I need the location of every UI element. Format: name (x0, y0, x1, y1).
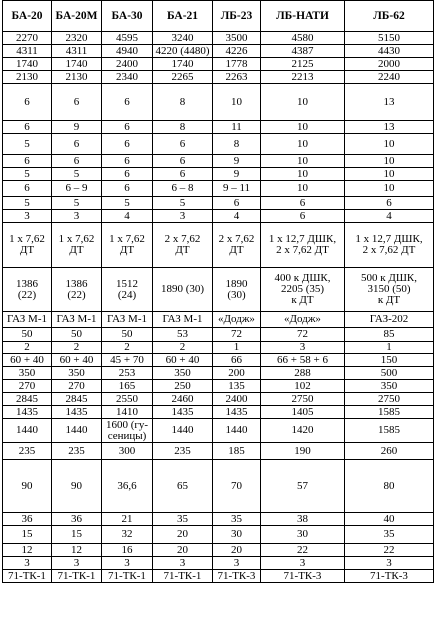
table-cell: 1440 (213, 419, 261, 443)
table-cell: 85 (345, 328, 434, 342)
table-cell: 1890 (30) (213, 268, 261, 312)
table-cell: 2400 (213, 393, 261, 406)
table-row (3, 367, 434, 380)
table-cell: 253 (102, 367, 153, 380)
header-row (3, 1, 434, 32)
table-row (3, 121, 434, 134)
table-cell: 9 – 11 (213, 181, 261, 197)
table-cell: 10 (261, 168, 345, 181)
table-cell: 1386 (22) (3, 268, 52, 312)
table-cell: 71-ТК-3 (213, 570, 261, 583)
table-cell: 32 (102, 526, 153, 544)
table-cell: 13 (345, 84, 434, 121)
table-cell: 71-ТК-3 (261, 570, 345, 583)
table-cell: ГАЗ М-1 (52, 312, 102, 328)
table-cell: 71-ТК-1 (153, 570, 213, 583)
table-cell: 6 (52, 84, 102, 121)
table-cell: 3240 (153, 32, 213, 45)
table-cell: 2270 (3, 32, 52, 45)
table-row (3, 557, 434, 570)
table-cell: 2213 (261, 71, 345, 84)
table-cell: 1585 (345, 406, 434, 419)
table-cell: 10 (345, 181, 434, 197)
table-cell: 16 (102, 544, 153, 557)
table-cell: 70 (213, 460, 261, 513)
table-cell: 10 (345, 168, 434, 181)
table-cell: 1 (345, 342, 434, 354)
table-cell: 2845 (52, 393, 102, 406)
table-cell: 1440 (153, 419, 213, 443)
table-row (3, 526, 434, 544)
table-cell: 1435 (3, 406, 52, 419)
table-cell: 90 (3, 460, 52, 513)
table-cell: 3 (345, 557, 434, 570)
table-cell: 5 (102, 197, 153, 210)
table-cell: 1405 (261, 406, 345, 419)
table-row (3, 71, 434, 84)
table-cell: 2240 (345, 71, 434, 84)
table-row (3, 58, 434, 71)
table-cell: 235 (52, 443, 102, 460)
table-cell: 250 (153, 380, 213, 393)
table-cell: 3 (3, 210, 52, 223)
table-cell: 235 (153, 443, 213, 460)
table-cell: 260 (345, 443, 434, 460)
column-header: БА-30 (102, 1, 153, 32)
table-cell: 4311 (52, 45, 102, 58)
table-cell: 6 (261, 197, 345, 210)
table-cell: 185 (213, 443, 261, 460)
table-cell: 1890 (30) (153, 268, 213, 312)
table-body (3, 32, 434, 583)
table-cell: 65 (153, 460, 213, 513)
table-cell: 3 (102, 557, 153, 570)
table-cell: 2 (3, 342, 52, 354)
table-cell: 4387 (261, 45, 345, 58)
table-cell: 2 (153, 342, 213, 354)
table-cell: 5150 (345, 32, 434, 45)
table-cell: 2 x 7,62 ДТ (153, 223, 213, 268)
table-cell: 6 (102, 84, 153, 121)
table-cell: 4580 (261, 32, 345, 45)
table-cell: 9 (52, 121, 102, 134)
column-header: ЛБ-62 (345, 1, 434, 32)
table-cell: 10 (261, 134, 345, 155)
table-cell: 3 (153, 557, 213, 570)
table-cell: 270 (52, 380, 102, 393)
table-cell: 2845 (3, 393, 52, 406)
table-row (3, 570, 434, 583)
table-cell: «Додж» (213, 312, 261, 328)
table-cell: 1 x 7,62 ДТ (52, 223, 102, 268)
table-cell: 50 (3, 328, 52, 342)
table-cell: 4430 (345, 45, 434, 58)
table-cell: 10 (261, 121, 345, 134)
table-cell: 71-ТК-1 (102, 570, 153, 583)
table-cell: 4 (345, 210, 434, 223)
table-cell: 1410 (102, 406, 153, 419)
table-cell: 3 (52, 210, 102, 223)
table-cell: 10 (261, 84, 345, 121)
table-cell: 1 (213, 342, 261, 354)
table-cell: 2130 (52, 71, 102, 84)
table-row (3, 168, 434, 181)
table-cell: 22 (345, 544, 434, 557)
table-cell: 30 (261, 526, 345, 544)
table-row (3, 181, 434, 197)
table-cell: 20 (153, 526, 213, 544)
table-cell: 6 (261, 210, 345, 223)
table-cell: ГАЗ М-1 (102, 312, 153, 328)
table-cell: 165 (102, 380, 153, 393)
table-cell: 30 (213, 526, 261, 544)
table-cell: 60 + 40 (52, 354, 102, 367)
table-cell: 21 (102, 513, 153, 526)
table-cell: 10 (213, 84, 261, 121)
table-cell: 2750 (261, 393, 345, 406)
table-cell: 350 (345, 380, 434, 393)
table-cell: 3 (213, 557, 261, 570)
table-cell: 5 (3, 197, 52, 210)
table-cell: 2550 (102, 393, 153, 406)
table-cell: 72 (213, 328, 261, 342)
table-cell: 1 x 7,62 ДТ (3, 223, 52, 268)
table-cell: ГАЗ М-1 (153, 312, 213, 328)
table-cell: 6 (102, 155, 153, 168)
table-cell: 1440 (3, 419, 52, 443)
column-header: БА-20 (3, 1, 52, 32)
table-cell: 300 (102, 443, 153, 460)
table-cell: 35 (213, 513, 261, 526)
table-cell: 1740 (153, 58, 213, 71)
table-cell: 350 (153, 367, 213, 380)
table-cell: 2 (52, 342, 102, 354)
table-cell: 3 (153, 210, 213, 223)
table-cell: 8 (153, 84, 213, 121)
table-cell: 1386 (22) (52, 268, 102, 312)
table-row (3, 210, 434, 223)
table-row (3, 406, 434, 419)
table-cell: 4311 (3, 45, 52, 58)
table-cell: 5 (3, 134, 52, 155)
table-cell: 1 x 12,7 ДШК, 2 x 7,62 ДТ (345, 223, 434, 268)
table-cell: 190 (261, 443, 345, 460)
column-header: БА-21 (153, 1, 213, 32)
table-cell: 2000 (345, 58, 434, 71)
table-cell: 6 (52, 134, 102, 155)
table-cell: 38 (261, 513, 345, 526)
table-cell: 3 (3, 557, 52, 570)
table-cell: 20 (213, 544, 261, 557)
table-cell: 45 + 70 (102, 354, 153, 367)
table-row (3, 544, 434, 557)
table-cell: 4 (213, 210, 261, 223)
table-cell: 2460 (153, 393, 213, 406)
table-cell: 102 (261, 380, 345, 393)
table-cell: 71-ТК-1 (52, 570, 102, 583)
table-cell: 6 (102, 134, 153, 155)
table-cell: 4940 (102, 45, 153, 58)
table-cell: 36,6 (102, 460, 153, 513)
table-cell: 2750 (345, 393, 434, 406)
table-row (3, 312, 434, 328)
table-cell: 500 к ДШК, 3150 (50) к ДТ (345, 268, 434, 312)
column-header: ЛБ-23 (213, 1, 261, 32)
column-header: БА-20М (52, 1, 102, 32)
table-cell: 10 (261, 155, 345, 168)
table-cell: 1585 (345, 419, 434, 443)
table-cell: 5 (3, 168, 52, 181)
table-cell: 22 (261, 544, 345, 557)
table-cell: 15 (52, 526, 102, 544)
table-cell: 6 (3, 155, 52, 168)
table-row (3, 84, 434, 121)
table-cell: 35 (345, 526, 434, 544)
table-row (3, 197, 434, 210)
table-cell: 53 (153, 328, 213, 342)
table-row (3, 393, 434, 406)
table-cell: 8 (213, 134, 261, 155)
table-cell: 66 + 58 + 6 (261, 354, 345, 367)
table-cell: 12 (3, 544, 52, 557)
table-cell: 3 (52, 557, 102, 570)
table-cell: 6 (3, 84, 52, 121)
table-cell: 200 (213, 367, 261, 380)
table-cell: 80 (345, 460, 434, 513)
table-cell: 350 (52, 367, 102, 380)
table-cell: 5 (52, 168, 102, 181)
table-cell: 400 к ДШК, 2205 (35) к ДТ (261, 268, 345, 312)
table-cell: 6 (153, 155, 213, 168)
table-cell: 60 + 40 (3, 354, 52, 367)
table-cell: 72 (261, 328, 345, 342)
table-cell: 5 (52, 197, 102, 210)
table-cell: 1600 (гу- сеницы) (102, 419, 153, 443)
table-cell: 1 x 7,62 ДТ (102, 223, 153, 268)
table-cell: 135 (213, 380, 261, 393)
table-cell: 350 (3, 367, 52, 380)
table-cell: 6 (345, 197, 434, 210)
table-cell: 3500 (213, 32, 261, 45)
table-cell: 2 (102, 342, 153, 354)
table-cell: 4220 (4480) (153, 45, 213, 58)
table-row (3, 223, 434, 268)
table-row (3, 134, 434, 155)
table-row (3, 45, 434, 58)
table-cell: 20 (153, 544, 213, 557)
table-cell: 71-ТК-3 (345, 570, 434, 583)
table-cell: 66 (213, 354, 261, 367)
table-cell: 50 (52, 328, 102, 342)
table-cell: 150 (345, 354, 434, 367)
table-cell: 4 (102, 210, 153, 223)
table-row (3, 443, 434, 460)
table-cell: 4226 (213, 45, 261, 58)
table-cell: 60 + 40 (153, 354, 213, 367)
table-cell: 2263 (213, 71, 261, 84)
table-cell: 2125 (261, 58, 345, 71)
table-cell: 57 (261, 460, 345, 513)
table-cell: 2130 (3, 71, 52, 84)
table-cell: 12 (52, 544, 102, 557)
table-cell: 11 (213, 121, 261, 134)
table-cell: 6 (102, 181, 153, 197)
table-cell: 2265 (153, 71, 213, 84)
table-cell: 6 (3, 181, 52, 197)
table-cell: 36 (52, 513, 102, 526)
table-cell: 9 (213, 168, 261, 181)
table-cell: 270 (3, 380, 52, 393)
table-cell: 3 (261, 557, 345, 570)
table-row (3, 380, 434, 393)
table-cell: 10 (261, 181, 345, 197)
table-cell: 6 (3, 121, 52, 134)
table-cell: 288 (261, 367, 345, 380)
table-cell: 1740 (52, 58, 102, 71)
table-cell: 35 (153, 513, 213, 526)
table-cell: 13 (345, 121, 434, 134)
table-cell: 6 – 8 (153, 181, 213, 197)
table-cell: 2340 (102, 71, 153, 84)
table-cell: 8 (153, 121, 213, 134)
table-row (3, 419, 434, 443)
table-cell: 36 (3, 513, 52, 526)
table-cell: 6 (102, 168, 153, 181)
table-cell: 2 x 7,62 ДТ (213, 223, 261, 268)
table-cell: 2400 (102, 58, 153, 71)
table-cell: 1512 (24) (102, 268, 153, 312)
table-cell: 1420 (261, 419, 345, 443)
table-cell: 1435 (153, 406, 213, 419)
table-row (3, 354, 434, 367)
table-cell: ГАЗ-202 (345, 312, 434, 328)
table-cell: 2320 (52, 32, 102, 45)
specs-table (2, 0, 434, 583)
table-cell: 5 (153, 197, 213, 210)
table-cell: 10 (345, 134, 434, 155)
column-header: ЛБ-НАТИ (261, 1, 345, 32)
table-cell: 6 (52, 155, 102, 168)
table-cell: 500 (345, 367, 434, 380)
table-row (3, 460, 434, 513)
table-cell: 1440 (52, 419, 102, 443)
table-cell: 1435 (213, 406, 261, 419)
table-cell: 9 (213, 155, 261, 168)
table-cell: 1740 (3, 58, 52, 71)
table-cell: 71-ТК-1 (3, 570, 52, 583)
table-row (3, 513, 434, 526)
table-cell: 4595 (102, 32, 153, 45)
table-cell: 90 (52, 460, 102, 513)
table-cell: ГАЗ М-1 (3, 312, 52, 328)
table-row (3, 155, 434, 168)
table-row (3, 32, 434, 45)
table-cell: 1435 (52, 406, 102, 419)
table-cell: 3 (261, 342, 345, 354)
table-cell: 40 (345, 513, 434, 526)
table-cell: 6 (213, 197, 261, 210)
table-cell: «Додж» (261, 312, 345, 328)
table-cell: 50 (102, 328, 153, 342)
table-cell: 6 (153, 168, 213, 181)
table-cell: 6 – 9 (52, 181, 102, 197)
table-cell: 1778 (213, 58, 261, 71)
table-cell: 10 (345, 155, 434, 168)
table-cell: 1 x 12,7 ДШК, 2 x 7,62 ДТ (261, 223, 345, 268)
table-cell: 6 (153, 134, 213, 155)
table-row (3, 342, 434, 354)
table-cell: 6 (102, 121, 153, 134)
table-row (3, 268, 434, 312)
table-cell: 15 (3, 526, 52, 544)
table-row (3, 328, 434, 342)
table-cell: 235 (3, 443, 52, 460)
